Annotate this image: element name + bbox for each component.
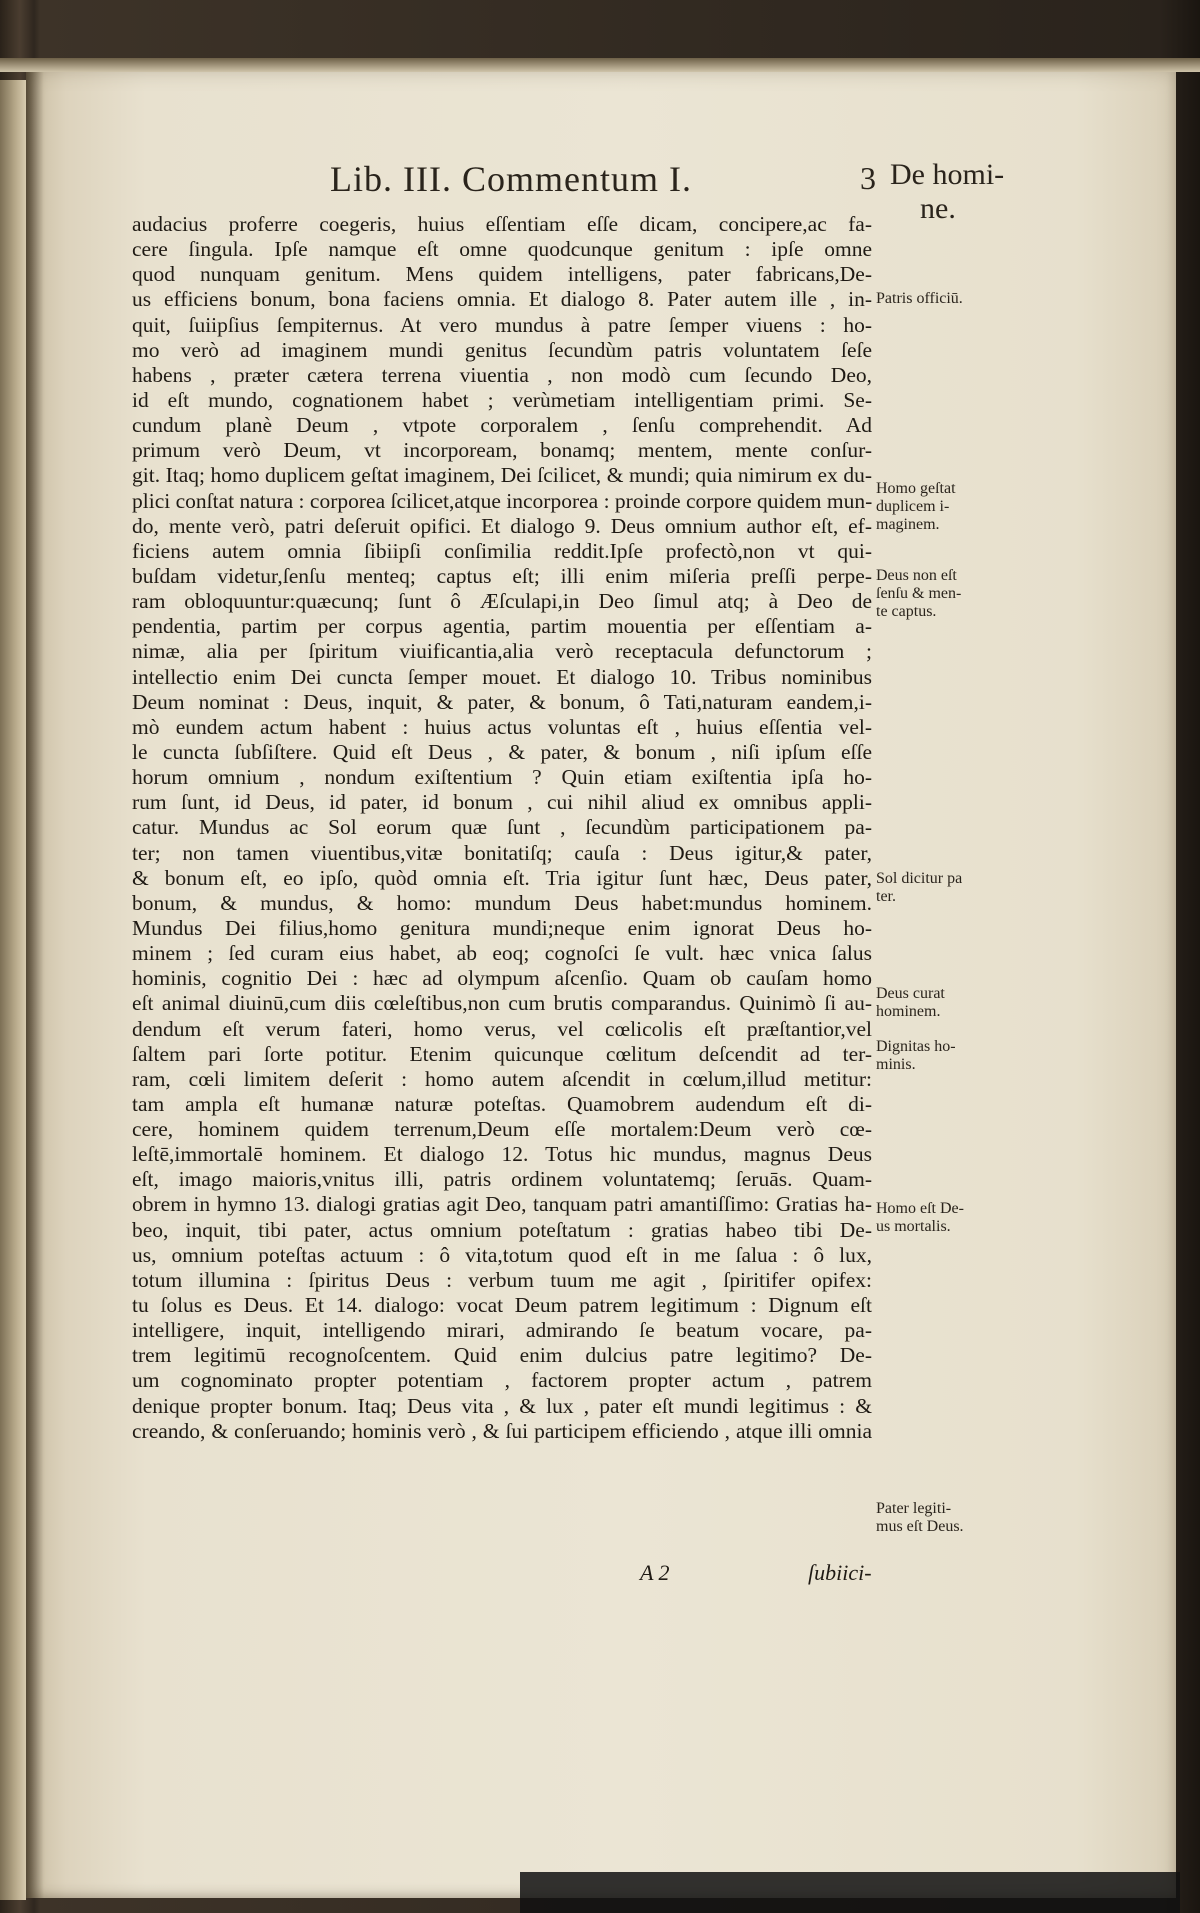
text-line: bonum, & mundus, & homo: mundum Deus habet:mundus hominem.	[132, 890, 872, 915]
page-top-edge	[0, 58, 1200, 72]
margin-note	[876, 290, 1006, 308]
text-line: buſdam videtur,ſenſu menteq; captus eſt; illi enim miſeria preſſi perpe-	[132, 563, 872, 588]
catchword: ſubiici-	[808, 1560, 872, 1585]
text-line: ram obloquuntur:quæcunq; ſunt ô Æſculapi,in Deo ſimul atq; à Deo de	[132, 589, 872, 614]
body-text	[132, 212, 872, 1444]
margin-note	[876, 567, 1006, 621]
text-line: do, mente verò, patri deſeruit opifici. Et dialogo 9. Deus omnium author eſt, ef-	[132, 513, 872, 538]
margin-note-line: Dignitas ho-	[876, 1038, 956, 1055]
text-line: us efficiens bonum, bona faciens omnia. Et dialogo 8. Pater autem ille , in-	[132, 287, 872, 312]
text-line: obrem in hymno 13. dialogi gratias agit Deo, tanquam patri amantiſſimo: Gratias ha-	[132, 1192, 872, 1217]
text-line: id eſt mundo, cognationem habet ; verùmetiam intelligentiam primi. Se-	[132, 387, 872, 412]
text-line: trem legitimū recognoſcentem. Quid enim dulcius patre legitimo? De-	[132, 1343, 872, 1368]
text-line: rum ſunt, id Deus, id pater, id bonum , cui nihil aliud ex omnibus appli-	[132, 790, 872, 815]
text-line: quod nunquam genitum. Mens quidem intelligens, pater fabricans,De-	[132, 262, 872, 287]
margin-note-line: te captus.	[876, 603, 937, 620]
text-line: primum verò Deum, vt incorpoream, bonamq; mentem, mente conſur-	[132, 438, 872, 463]
text-line: tu ſolus es Deus. Et 14. dialogo: vocat Deum patrem legitimum : Dignum eſt	[132, 1293, 872, 1318]
side-title-line: De homi-	[890, 158, 1005, 191]
margin-note-line: ſenſu & men-	[876, 585, 962, 602]
margin-note-line: Sol dicitur pa	[876, 870, 963, 887]
text-line: creando, & conſeruando; hominis verò , & ſui participem efficiendo , atque illi omnia	[132, 1418, 872, 1443]
scan-bottom-band	[520, 1872, 1180, 1913]
margin-note	[876, 1500, 1006, 1536]
text-line: catur. Mundus ac Sol eorum quæ ſunt , ſecundùm participationem pa-	[132, 815, 872, 840]
text-line: habens , præter cætera terrena viuentia , non modò cum ſecundo Deo,	[132, 362, 872, 387]
text-line: um cognominato propter potentiam , factorem propter actum , patrem	[132, 1368, 872, 1393]
text-line: ficiens autem omnia ſibiipſi conſimilia reddit.Ipſe profectò,non vt qui-	[132, 538, 872, 563]
text-line: tam ampla eſt humanæ naturæ poteſtas. Quamobrem audendum eſt di-	[132, 1091, 872, 1116]
margin-note	[876, 870, 1006, 906]
text-line: nimæ, alia per ſpiritum viuificantia,alia verò receptacula defunctorum ;	[132, 639, 872, 664]
text-line: intellectio enim Dei cuncta ſemper mouet. Et dialogo 10. Tribus nominibus	[132, 664, 872, 689]
text-line: audacius proferre coegeris, huius eſſentiam eſſe dicam, concipere,ac fa-	[132, 212, 872, 236]
text-line: hominis, cognitio Dei : hæc ad olympum aſcenſio. Quam ob cauſam homo	[132, 966, 872, 991]
text-line: dendum eſt verum fateri, homo verus, vel cœlicolis eſt præſtantior,vel	[132, 1016, 872, 1041]
margin-note	[876, 1200, 1006, 1236]
text-line: git. Itaq; homo duplicem geſtat imaginem, Dei ſcilicet, & mundi; quia nimirum ex du-	[132, 463, 872, 488]
margin-note	[876, 1038, 1006, 1074]
margin-note-line: duplicem i-	[876, 498, 950, 515]
margin-note-line: maginem.	[876, 516, 940, 533]
side-title-line: ne.	[920, 192, 956, 225]
text-line: minem ; ſed curam eius habet, ab eoq; cognoſci ſe vult. hæc vnica ſalus	[132, 941, 872, 966]
margin-note	[876, 480, 1006, 534]
margin-note-line: hominem.	[876, 1003, 941, 1020]
side-title	[890, 158, 1010, 226]
margin-note-line: Deus curat	[876, 985, 945, 1002]
text-line: pendentia, partim per corpus agentia, partim mouentia per eſſentiam a-	[132, 614, 872, 639]
margin-note-line: Patris officiū.	[876, 290, 963, 307]
text-line: horum omnium , nondum exiſtentium ? Quin etiam exiſtentia ipſa ho-	[132, 765, 872, 790]
margin-note-line: Pater legiti-	[876, 1500, 952, 1517]
text-line: cundum planè Deum , vtpote corporalem , ſenſu comprehendit. Ad	[132, 413, 872, 438]
text-line: Deum nominat : Deus, inquit, & pater, & bonum, ô Tati,naturam eandem,i-	[132, 689, 872, 714]
text-line: intelligere, inquit, intelligendo mirari, admirando ſe beatum vocare, pa-	[132, 1318, 872, 1343]
text-line: us, omnium poteſtas actuum : ô vita,totum quod eſt in me ſalua : ô lux,	[132, 1242, 872, 1267]
folio-number: 3	[860, 160, 876, 196]
margin-note-line: ter.	[876, 888, 896, 905]
text-line: le cuncta ſubſiſtere. Quid eſt Deus , & pater, & bonum , niſi ipſum eſſe	[132, 739, 872, 764]
margin-note-line: Deus non eſt	[876, 567, 957, 584]
gutter-shadow	[26, 58, 44, 1898]
text-line: cere, hominem quidem terrenum,Deum eſſe mortalem:Deum verò cœ-	[132, 1117, 872, 1142]
text-line: mò eundem actum habent : huius actus voluntas eſt , huius eſſentia vel-	[132, 714, 872, 739]
text-line: totum illumina : ſpiritus Deus : verbum tuum me agit , ſpiritifer opifex:	[132, 1267, 872, 1292]
text-line: beo, inquit, tibi pater, actus omnium poteſtatum : gratias habeo tibi De-	[132, 1217, 872, 1242]
text-line: & bonum eſt, eo ipſo, quòd omnia eſt. Tria igitur ſunt hæc, Deus pater,	[132, 865, 872, 890]
margin-note-line: Homo geſtat	[876, 480, 956, 497]
text-line: denique propter bonum. Itaq; Deus vita , & lux , pater eſt mundi legitimus : &	[132, 1393, 872, 1418]
margin-note	[876, 985, 1006, 1021]
running-head: Lib. III. Commentum I.	[330, 159, 692, 199]
signature-mark: A 2	[640, 1560, 670, 1585]
margin-note-line: mus eſt Deus.	[876, 1518, 964, 1535]
text-line: quit, ſuiipſius ſempiternus. At vero mundus à patre ſemper viuens : ho-	[132, 312, 872, 337]
text-line: Mundus Dei filius,homo genitura mundi;neque enim ignorat Deus ho-	[132, 915, 872, 940]
text-line: ſaltem pari ſorte potitur. Etenim quicunque cœlitum deſcendit ad ter-	[132, 1041, 872, 1066]
text-line: ram, cœli limitem deſerit : homo autem aſcendit in cœlum,illud metitur:	[132, 1066, 872, 1091]
text-line: cere ſingula. Ipſe namque eſt omne quodcunque genitum : ipſe omne	[132, 237, 872, 262]
previous-page-edge	[0, 80, 26, 1900]
text-line: eſt animal diuinū,cum diis cœleſtibus,non cum brutis comparandus. Quinimò ſi au-	[132, 991, 872, 1016]
margin-note-line: Homo eſt De-	[876, 1200, 964, 1217]
margin-note-line: us mortalis.	[876, 1218, 951, 1235]
text-line: mo verò ad imaginem mundi genitus ſecundùm patris voluntatem ſeſe	[132, 337, 872, 362]
margin-note-line: minis.	[876, 1056, 916, 1073]
text-line: plici conſtat natura : corporea ſcilicet,atque incorporea : proinde corpore quidem mun-	[132, 488, 872, 513]
text-line: eſt, imago maioris,vnitus illi, patris ordinem voluntatemq; ſeruās. Quam-	[132, 1167, 872, 1192]
text-line: ter; non tamen viuentibus,vitæ bonitatiſq; cauſa : Deus igitur,& pater,	[132, 840, 872, 865]
text-line: leſtē,immortalē hominem. Et dialogo 12. Totus hic mundus, magnus Deus	[132, 1142, 872, 1167]
